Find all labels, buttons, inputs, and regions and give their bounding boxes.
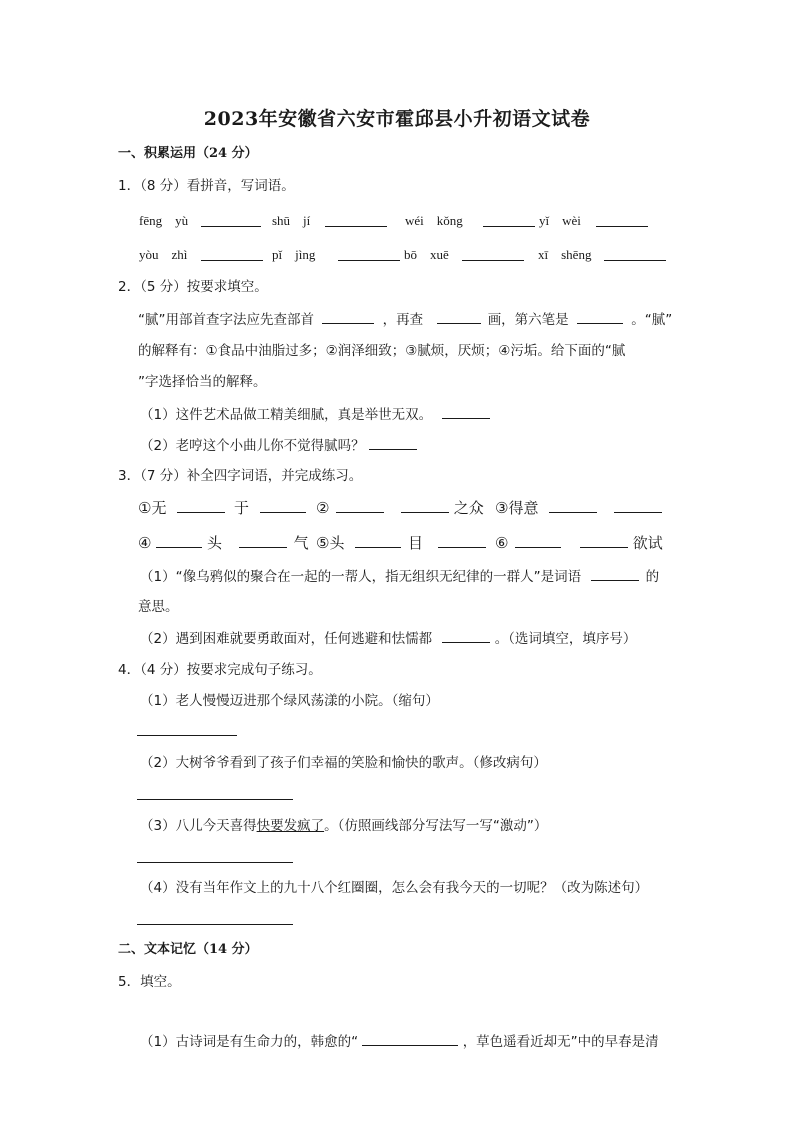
text-segment: 之众 (453, 499, 484, 517)
question-4-stem: 4．（4 分）按要求完成句子练习。 (118, 662, 322, 678)
question-1-stem: 1．（8 分）看拼音，写词语。 (118, 178, 295, 194)
idiom-item (316, 498, 484, 518)
answer-blank[interactable] (596, 212, 648, 227)
text-segment: ⑤头 (316, 534, 345, 552)
text-segment: 于 (234, 499, 250, 517)
answer-blank[interactable] (604, 246, 666, 261)
answer-blank[interactable] (577, 309, 623, 324)
sub-question-text: （2）遇到困难就要勇敢面对，任何逃避和怯懦都 (140, 631, 433, 647)
text-segment: ④ (138, 534, 152, 552)
answer-blank[interactable] (442, 628, 490, 643)
question-4-sub-4: （4）没有当年作文上的九十八个红圈圈，怎么会有我今天的一切呢？（改为陈述句） (140, 880, 649, 896)
answer-blank[interactable] (156, 533, 202, 548)
answer-line[interactable] (137, 861, 293, 863)
question-4-sub-1: （1）老人慢慢迈进那个绿风荡漾的小院。（缩句） (140, 693, 439, 709)
sub-question-text: （1）这件艺术品做工精美细腻，真是举世无双。 (140, 407, 433, 423)
question-3-sub-1 (140, 566, 659, 587)
question-2-paragraph (138, 309, 672, 330)
pinyin-item: pǐ jìng (272, 247, 316, 262)
text-segment: 头 (207, 534, 223, 552)
answer-blank[interactable] (549, 498, 597, 513)
answer-blank[interactable] (438, 533, 486, 548)
answer-blank[interactable] (437, 309, 481, 324)
text-segment: 。（选词填空，填序号） (494, 631, 637, 647)
text-segment: “腻”用部首查字法应先查部首 (138, 312, 314, 328)
text-segment: ，草色遥看近却无”中的早春是清 (462, 1034, 659, 1050)
pinyin-item: yòu zhì (139, 247, 188, 262)
sub-question-text: （1）古诗词是有生命力的，韩愈的“ (140, 1034, 359, 1050)
question-5-stem: 5．填空。 (118, 974, 181, 990)
question-3-sub-2 (140, 628, 636, 649)
answer-blank[interactable] (462, 246, 524, 261)
answer-line[interactable] (137, 798, 293, 800)
underlined-phrase: 快要发疯了 (256, 818, 325, 834)
text-segment: 目 (408, 534, 424, 552)
question-5-sub-1 (140, 1031, 659, 1052)
sub-question-text: （3）八儿今天喜得 (140, 818, 257, 834)
pinyin-item: xī shēng (538, 247, 592, 262)
idiom-item (316, 533, 486, 553)
text-segment: ② (316, 499, 330, 517)
text-segment: 画，第六笔是 (487, 312, 569, 328)
text-segment: ③得意 (495, 499, 539, 517)
pinyin-item: shū jí (272, 213, 311, 228)
idiom-item (495, 498, 662, 518)
answer-blank[interactable] (369, 435, 417, 450)
question-2-stem: 2．（5 分）按要求填空。 (118, 279, 268, 295)
answer-blank[interactable] (322, 309, 374, 324)
question-2-sub-2 (140, 435, 417, 456)
answer-blank[interactable] (336, 498, 384, 513)
question-2-paragraph-cont: ”字选择恰当的解释。 (138, 374, 267, 390)
text-segment: ⑥ (495, 534, 509, 552)
answer-blank[interactable] (515, 533, 561, 548)
pinyin-item: bō xuē (404, 247, 449, 262)
question-4-sub-2: （2）大树爷爷看到了孩子们幸福的笑脸和愉快的歌声。（修改病句） (140, 755, 547, 771)
question-4-sub-3 (140, 816, 547, 836)
pinyin-item: wéi kǒng (405, 213, 463, 228)
sub-question-text: （2）老哼这个小曲儿你不觉得腻吗？ (140, 438, 365, 454)
idiom-item (138, 498, 306, 518)
answer-blank[interactable] (201, 246, 263, 261)
answer-blank[interactable] (355, 533, 401, 548)
answer-blank[interactable] (362, 1031, 458, 1046)
text-segment: ，再查 (382, 312, 424, 328)
answer-blank[interactable] (239, 533, 287, 548)
question-3-stem: 3．（7 分）补全四字词语，并完成练习。 (118, 468, 363, 484)
exam-title: 2023年安徽省六安市霍邱县小升初语文试卷 (203, 108, 591, 130)
answer-blank[interactable] (338, 246, 400, 261)
question-2-sub-1 (140, 404, 490, 425)
answer-blank[interactable] (442, 404, 490, 419)
answer-blank[interactable] (177, 498, 225, 513)
question-3-sub-1-cont: 意思。 (138, 599, 179, 615)
idiom-item (138, 533, 309, 553)
text-segment: 的 (645, 569, 660, 585)
text-segment: ①无 (138, 499, 167, 517)
answer-line[interactable] (137, 923, 293, 925)
text-segment: 气 (293, 534, 309, 552)
answer-blank[interactable] (201, 212, 261, 227)
idiom-item (495, 533, 663, 553)
sub-question-text: （1）“像乌鸦似的聚合在一起的一帮人，指无组织无纪律的一群人”是词语 (140, 569, 582, 585)
answer-blank[interactable] (580, 533, 628, 548)
section-heading-1: 一、积累运用（24 分） (118, 146, 258, 161)
answer-blank[interactable] (614, 498, 662, 513)
pinyin-item: fēng yù (139, 213, 189, 228)
pinyin-item: yǐ wèi (539, 213, 581, 228)
answer-blank[interactable] (591, 566, 639, 581)
answer-blank[interactable] (325, 212, 387, 227)
answer-blank[interactable] (401, 498, 449, 513)
text-segment: 。“腻” (631, 312, 673, 328)
question-2-paragraph-cont: 的解释有：①食品中油脂过多；②润泽细致；③腻烦，厌烦；④污垢。给下面的“腻 (138, 343, 626, 359)
answer-blank[interactable] (260, 498, 306, 513)
text-segment: 。（仿照画线部分写法写一写“激动”） (324, 818, 548, 834)
answer-blank[interactable] (483, 212, 535, 227)
section-heading-2: 二、文本记忆（14 分） (118, 942, 258, 957)
text-segment: 欲试 (632, 534, 663, 552)
answer-line[interactable] (137, 734, 237, 736)
